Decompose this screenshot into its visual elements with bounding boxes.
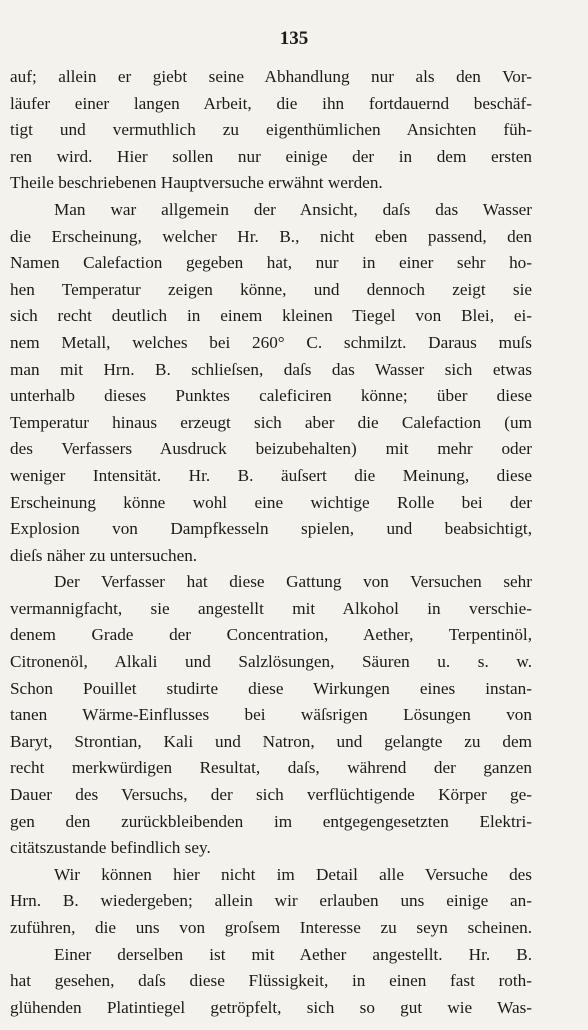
text-line: Explosion von Dampfkesseln spielen, und beabsichtigt, — [10, 519, 532, 539]
text-line: Namen Calefaction gegeben hat, nur in einer sehr ho- — [10, 253, 532, 273]
text-line: ren wird. Hier sollen nur einige der in dem ersten — [10, 146, 532, 166]
text-line: denem Grade der Concentration, Aether, Terpentinöl, — [10, 625, 532, 645]
text-line: Wir können hier nicht im Detail alle Versuche des — [54, 864, 532, 884]
text-line: unterhalb dieses Punktes caleficiren könne; über diese — [10, 386, 532, 406]
text-line: tanen Wärme-Einflusses bei wäſsrigen Lösungen von — [10, 705, 532, 725]
text-line: nem Metall, welches bei 260° C. schmilzt. Daraus muſs — [10, 332, 532, 352]
text-line: Einer derselben ist mit Aether angestellt. Hr. B. — [54, 944, 532, 964]
text-line: Hrn. B. wiedergeben; allein wir erlauben uns einige an- — [10, 891, 532, 911]
text-line: recht merkwürdigen Resultat, daſs, während der ganzen — [10, 758, 532, 778]
text-line: Der Verfasser hat diese Gattung von Versuchen sehr — [54, 572, 532, 592]
page-number: 135 — [279, 28, 309, 49]
text-line: man mit Hrn. B. schlieſsen, daſs das Wasser sich etwas — [10, 359, 532, 379]
text-line: Baryt, Strontian, Kali und Natron, und gelangte zu dem — [10, 731, 532, 751]
text-line: Citronenöl, Alkali und Salzlösungen, Säuren u. s. w. — [10, 652, 532, 672]
text-line: sich recht deutlich in einem kleinen Tiegel von Blei, ei- — [10, 306, 532, 326]
text-line: Man war allgemein der Ansicht, daſs das Wasser — [54, 199, 532, 219]
text-line: Temperatur hinaus erzeugt sich aber die Calefaction (um — [10, 412, 532, 432]
text-line: Theile beschriebenen Hauptversuche erwähnt werden. — [10, 173, 383, 193]
text-line: zuführen, die uns von groſsem Interesse zu seyn scheinen. — [10, 918, 532, 937]
text-line: glühenden Platintiegel getröpfelt, sich so gut wie Was- — [10, 997, 532, 1017]
text-line: auf; allein er giebt seine Abhandlung nur als den Vor- — [10, 67, 532, 86]
text-line: vermannigfacht, sie angestellt mit Alkohol in verschie- — [10, 598, 532, 618]
text-line: gen den zurückbleibenden im entgegengesetzten Elektri- — [10, 811, 532, 831]
text-line: Dauer des Versuchs, der sich verflüchtigende Körper ge- — [10, 785, 532, 805]
text-line: die Erscheinung, welcher Hr. B., nicht eben passend, den — [10, 226, 532, 246]
text-line: Erscheinung könne wohl eine wichtige Rolle bei der — [10, 492, 532, 512]
body-text — [10, 64, 532, 1021]
text-line: läufer einer langen Arbeit, die ihn fortdauernd beschäf- — [10, 93, 532, 113]
text-line: des Verfassers Ausdruck beizubehalten) mit mehr oder — [10, 439, 532, 459]
text-line: citätszustande befindlich sey. — [10, 838, 211, 858]
text-line: tigt und vermuthlich zu eigenthümlichen Ansichten füh- — [10, 120, 532, 140]
text-line: dieſs näher zu untersuchen. — [10, 545, 198, 565]
text-line: weniger Intensität. Hr. B. äuſsert die Meinung, diese — [10, 465, 532, 485]
text-line: hat gesehen, daſs diese Flüssigkeit, in einen fast roth- — [10, 971, 532, 991]
text-line: Schon Pouillet studirte diese Wirkungen eines instan- — [10, 678, 532, 698]
text-line: hen Temperatur zeigen könne, und dennoch zeigt sie — [10, 279, 532, 299]
